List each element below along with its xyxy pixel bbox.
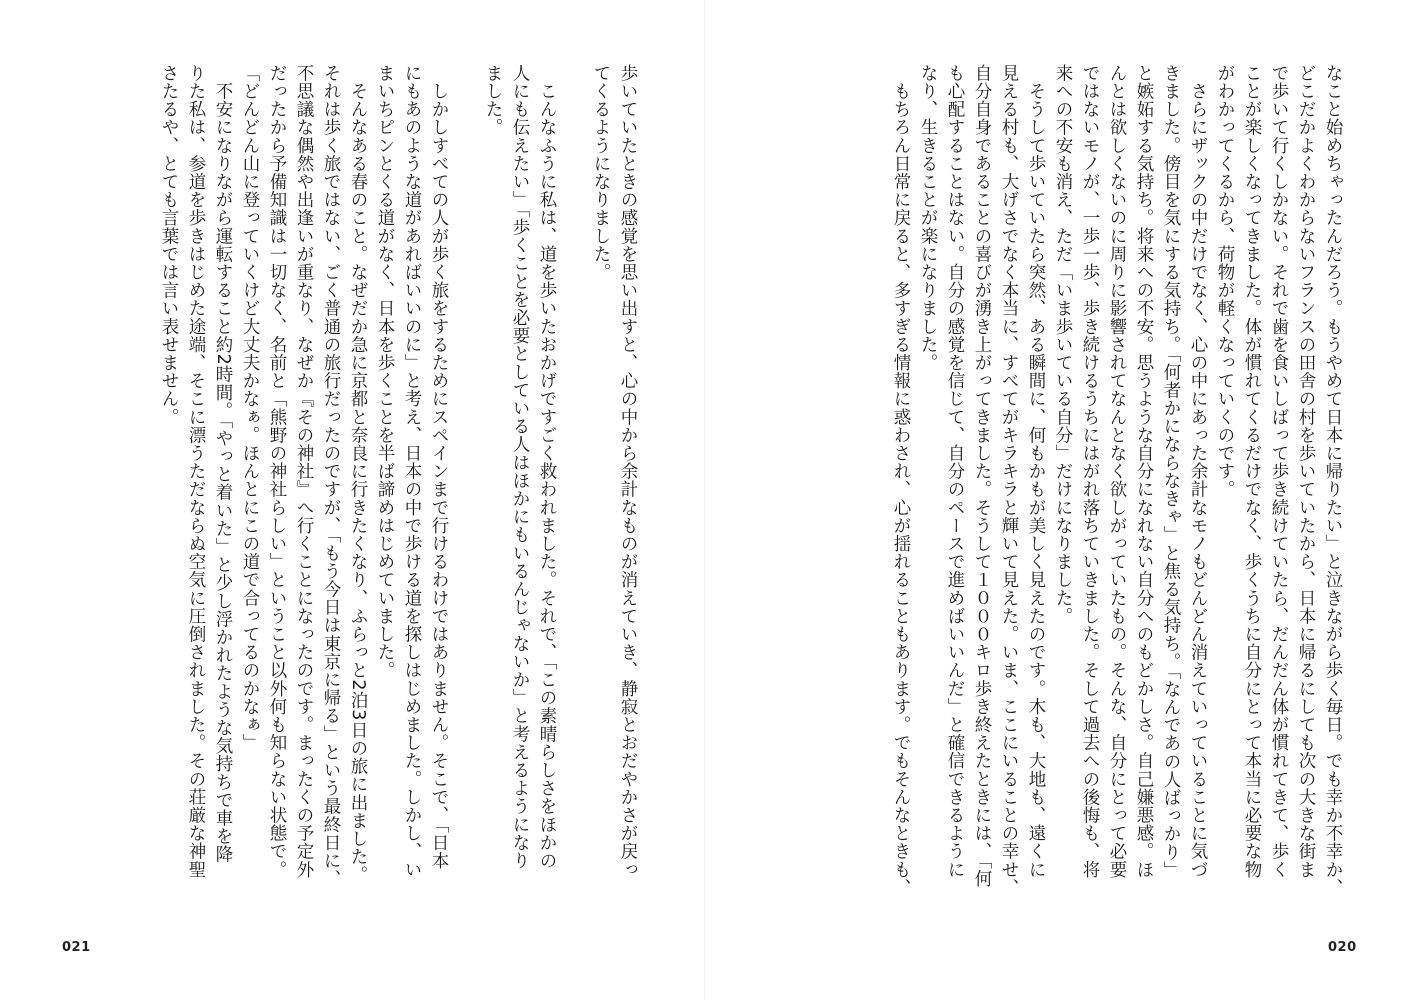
text-line: ではないモノが、一歩一歩、歩き続けるうちにはがれ落ちていきました。そして過去への後悔も、将: [1080, 64, 1100, 879]
text-line: ました。: [483, 64, 503, 137]
page-number-020: 020: [1328, 940, 1357, 955]
text-line: も心配することはない。自分の感覚を信じて、自分のペースで進めばいいんだ」と確信できるように: [945, 64, 965, 879]
text-line: まいちピンとくる道がなく、日本を歩くことを半ば諦めはじめていました。: [375, 64, 395, 680]
text-line: りた私は、参道を歩きはじめた途端、そこに漂うただならぬ空気に圧倒されました。その荘厳な神聖: [186, 64, 206, 879]
text-line: ことが楽しくなってきました。体が慣れてくるだけでなく、歩くうちに自分にとって本当に必要な物: [1242, 64, 1262, 879]
text-line: 見える村も、大げさでなく本当に、すべてがキラキラと輝いて見えた。いま、ここにいることの幸せ、: [999, 64, 1019, 897]
text-line: しかしすべての人が歩く旅をするためにスペインまで行けるわけではありません。そこで、「日本: [429, 64, 449, 870]
text-line: なこと始めちゃったんだろう。もうやめて日本に帰りたい」と泣きながら歩く毎日。でも幸か不幸か、: [1323, 64, 1343, 897]
text-line: 不思議な偶然や出逢いが重なり、なぜか『その神社』へ行くことになったのです。まったくの予定外: [294, 64, 314, 879]
text-line: と嫉妬する気持ち。将来への不安。思うような自分になれない自分へのもどかしさ。自己嫌悪感。ほ: [1134, 64, 1154, 879]
text-line: 来への不安も消え、ただ「いま歩いている自分」だけになりました。: [1053, 64, 1073, 626]
text-line: もちろん日常に戻ると、多すぎる情報に惑わされ、心が揺れることもあります。でもそんなときも、: [891, 64, 911, 897]
text-line: んとは欲しくないのに周りに影響されてなんとなく欲しがっていたもの。そんな、自分にとって必要: [1107, 64, 1127, 879]
text-line: きました。傍目を気にする気持ち。「何者かにならなきゃ」と焦る気持ち。「なんであの人ばっかり」: [1161, 64, 1181, 880]
text-line: そうして歩いていたら突然、ある瞬間に、何もかもが美しく見えたのです。木も、大地も、遠くに: [1026, 64, 1046, 879]
page-number-021: 021: [62, 940, 91, 955]
text-line: 歩いていたときの感覚を思い出すと、心の中から余計なものが消えていき、静寂とおだやかさが戻っ: [618, 64, 638, 879]
text-line: がわかってくるから、荷物が軽くなっていくのです。: [1215, 64, 1235, 499]
page-020: [705, 0, 1410, 1000]
text-line: 自分自身であることの喜びが湧き上がってきました。そうして１０００キロ歩き終えたときには、「何: [972, 64, 992, 888]
text-line: にもあのような道があればいいのに」と考え、日本の中で歩ける道を探しはじめました。しかし、い: [402, 64, 422, 879]
text-line: なり、生きることが楽になりました。: [918, 64, 938, 372]
text-line: さらにザックの中だけでなく、心の中にあった余計なモノもどんどん消えていっていることに気づ: [1188, 64, 1208, 879]
text-line: てくるようになりました。: [591, 64, 611, 282]
text-line: こんなふうに私は、道を歩いたおかげですごく救われました。それで、「この素晴らしさをほかの: [537, 64, 557, 870]
text-line: さたるや、とても言葉では言い表せません。: [159, 64, 179, 426]
text-line: そんなある春のこと。なぜだか急に京都と奈良に行きたくなり、ふらっと2泊3日の旅に出ました。: [348, 64, 368, 884]
text-line: で歩いて行くしかない。それで歯を食いしばって歩き続けていたら、だんだん体が慣れてきて、歩く: [1269, 64, 1289, 879]
text-line: だったから予備知識は一切なく、名前と「熊野の神社らしい」ということ以外何も知らない状態で。: [267, 64, 287, 879]
text-line: 「どんどん山に登っていくけど大丈夫かなぁ。ほんとにこの道で合ってるのかなぁ」: [240, 64, 260, 752]
text-line: それは歩く旅ではない、ごく普通の旅行だったのですが、「もう今日は東京に帰る」という最終日に、: [321, 64, 341, 888]
text-line: 人にも伝えたい」「歩くことを必要としている人はほかにもいるんじゃないか」と考えるようになり: [510, 64, 530, 870]
text-line: 不安になりながら運転すること約2時間。「やっと着いた」と少し浮かれたような気持ちで車を降: [213, 64, 233, 864]
text-line: どこだかよくわからないフランスの田舎の村を歩いていたから、日本に帰るにしても次の大きな街ま: [1296, 64, 1316, 879]
